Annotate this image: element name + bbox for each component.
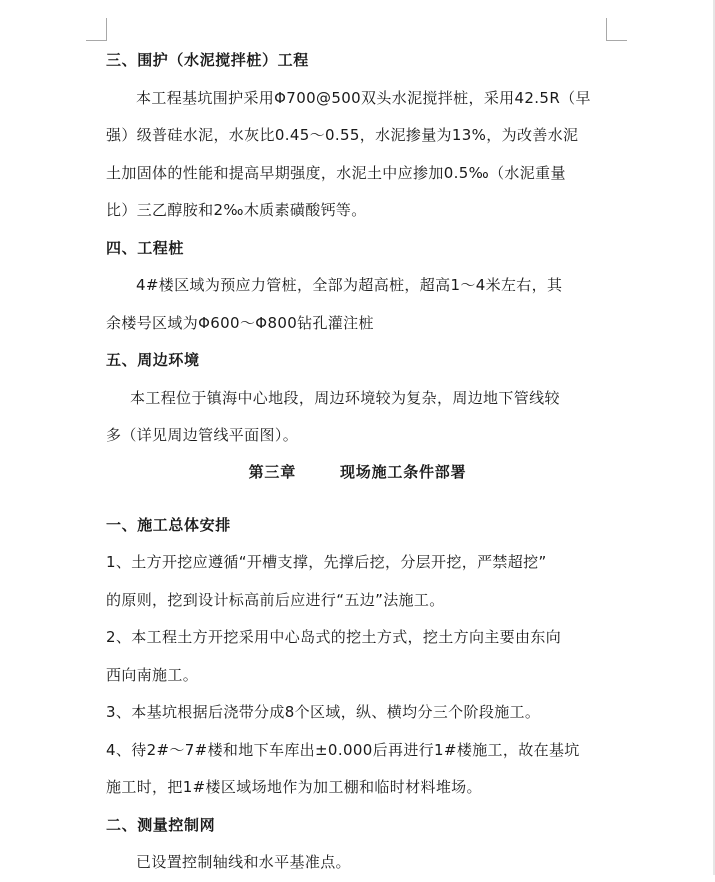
paragraph-line: 2、本工程土方开挖采用中心岛式的挖土方式，挖土方向主要由东向 [106,628,562,646]
section-heading: 四、工程桩 [106,238,185,257]
paragraph-line: 的原则，挖到设计标高前后应进行“五边”法施工。 [106,590,445,609]
margin-corner-mark-right [606,18,627,41]
paragraph-line: 1、土方开挖应遵循“开槽支撑，先撑后挖，分层开挖，严禁超挖” [106,553,547,571]
paragraph-line: 4、待2#～7#楼和地下车库出±0.000后再进行1#楼施工，故在基坑 [106,740,580,759]
document-body [106,42,609,882]
section-heading: 一、施工总体安排 [106,515,231,534]
paragraph-line: 比）三乙醇胺和2‰木质素磺酸钙等。 [106,201,367,219]
chapter-heading [106,455,609,507]
paragraph-line: 施工时，把1#楼区域场地作为加工棚和临时材料堆场。 [106,778,482,796]
paragraph-line: 西向南施工。 [106,665,199,684]
paragraph-line: 本工程基坑围护采用Φ700@500双头水泥搅拌桩，采用42.5R（早 [136,88,591,107]
section-heading: 三、围护（水泥搅拌桩）工程 [106,51,309,69]
paragraph-line: 多（详见周边管线平面图）。 [106,426,299,444]
chapter-number: 第三章 [248,462,296,481]
paragraph-line: 3、本基坑根据后浇带分成8个区域，纵、横均分三个阶段施工。 [106,703,541,721]
paragraph-line: 土加固体的性能和提高早期强度，水泥土中应掺加0.5‰（水泥重量 [106,163,566,182]
paragraph-line: 强）级普硅水泥，水灰比0.45～0.55，水泥掺量为13%，为改善水泥 [106,126,579,144]
chapter-title: 现场施工条件部署 [340,462,467,481]
section-heading: 五、周边环境 [106,351,200,369]
paragraph-line: 已设置控制轴线和水平基准点。 [136,853,351,871]
paragraph-line: 余楼号区域为Φ600～Φ800钻孔灌注桩 [106,313,374,332]
margin-corner-mark-left [86,18,107,41]
section-heading: 二、测量控制网 [106,815,216,834]
paragraph-line: 本工程位于镇海中心地段，周边环境较为复杂，周边地下管线较 [130,388,560,407]
paragraph-line: 4#楼区域为预应力管桩，全部为超高桩，超高1～4米左右，其 [136,276,563,294]
